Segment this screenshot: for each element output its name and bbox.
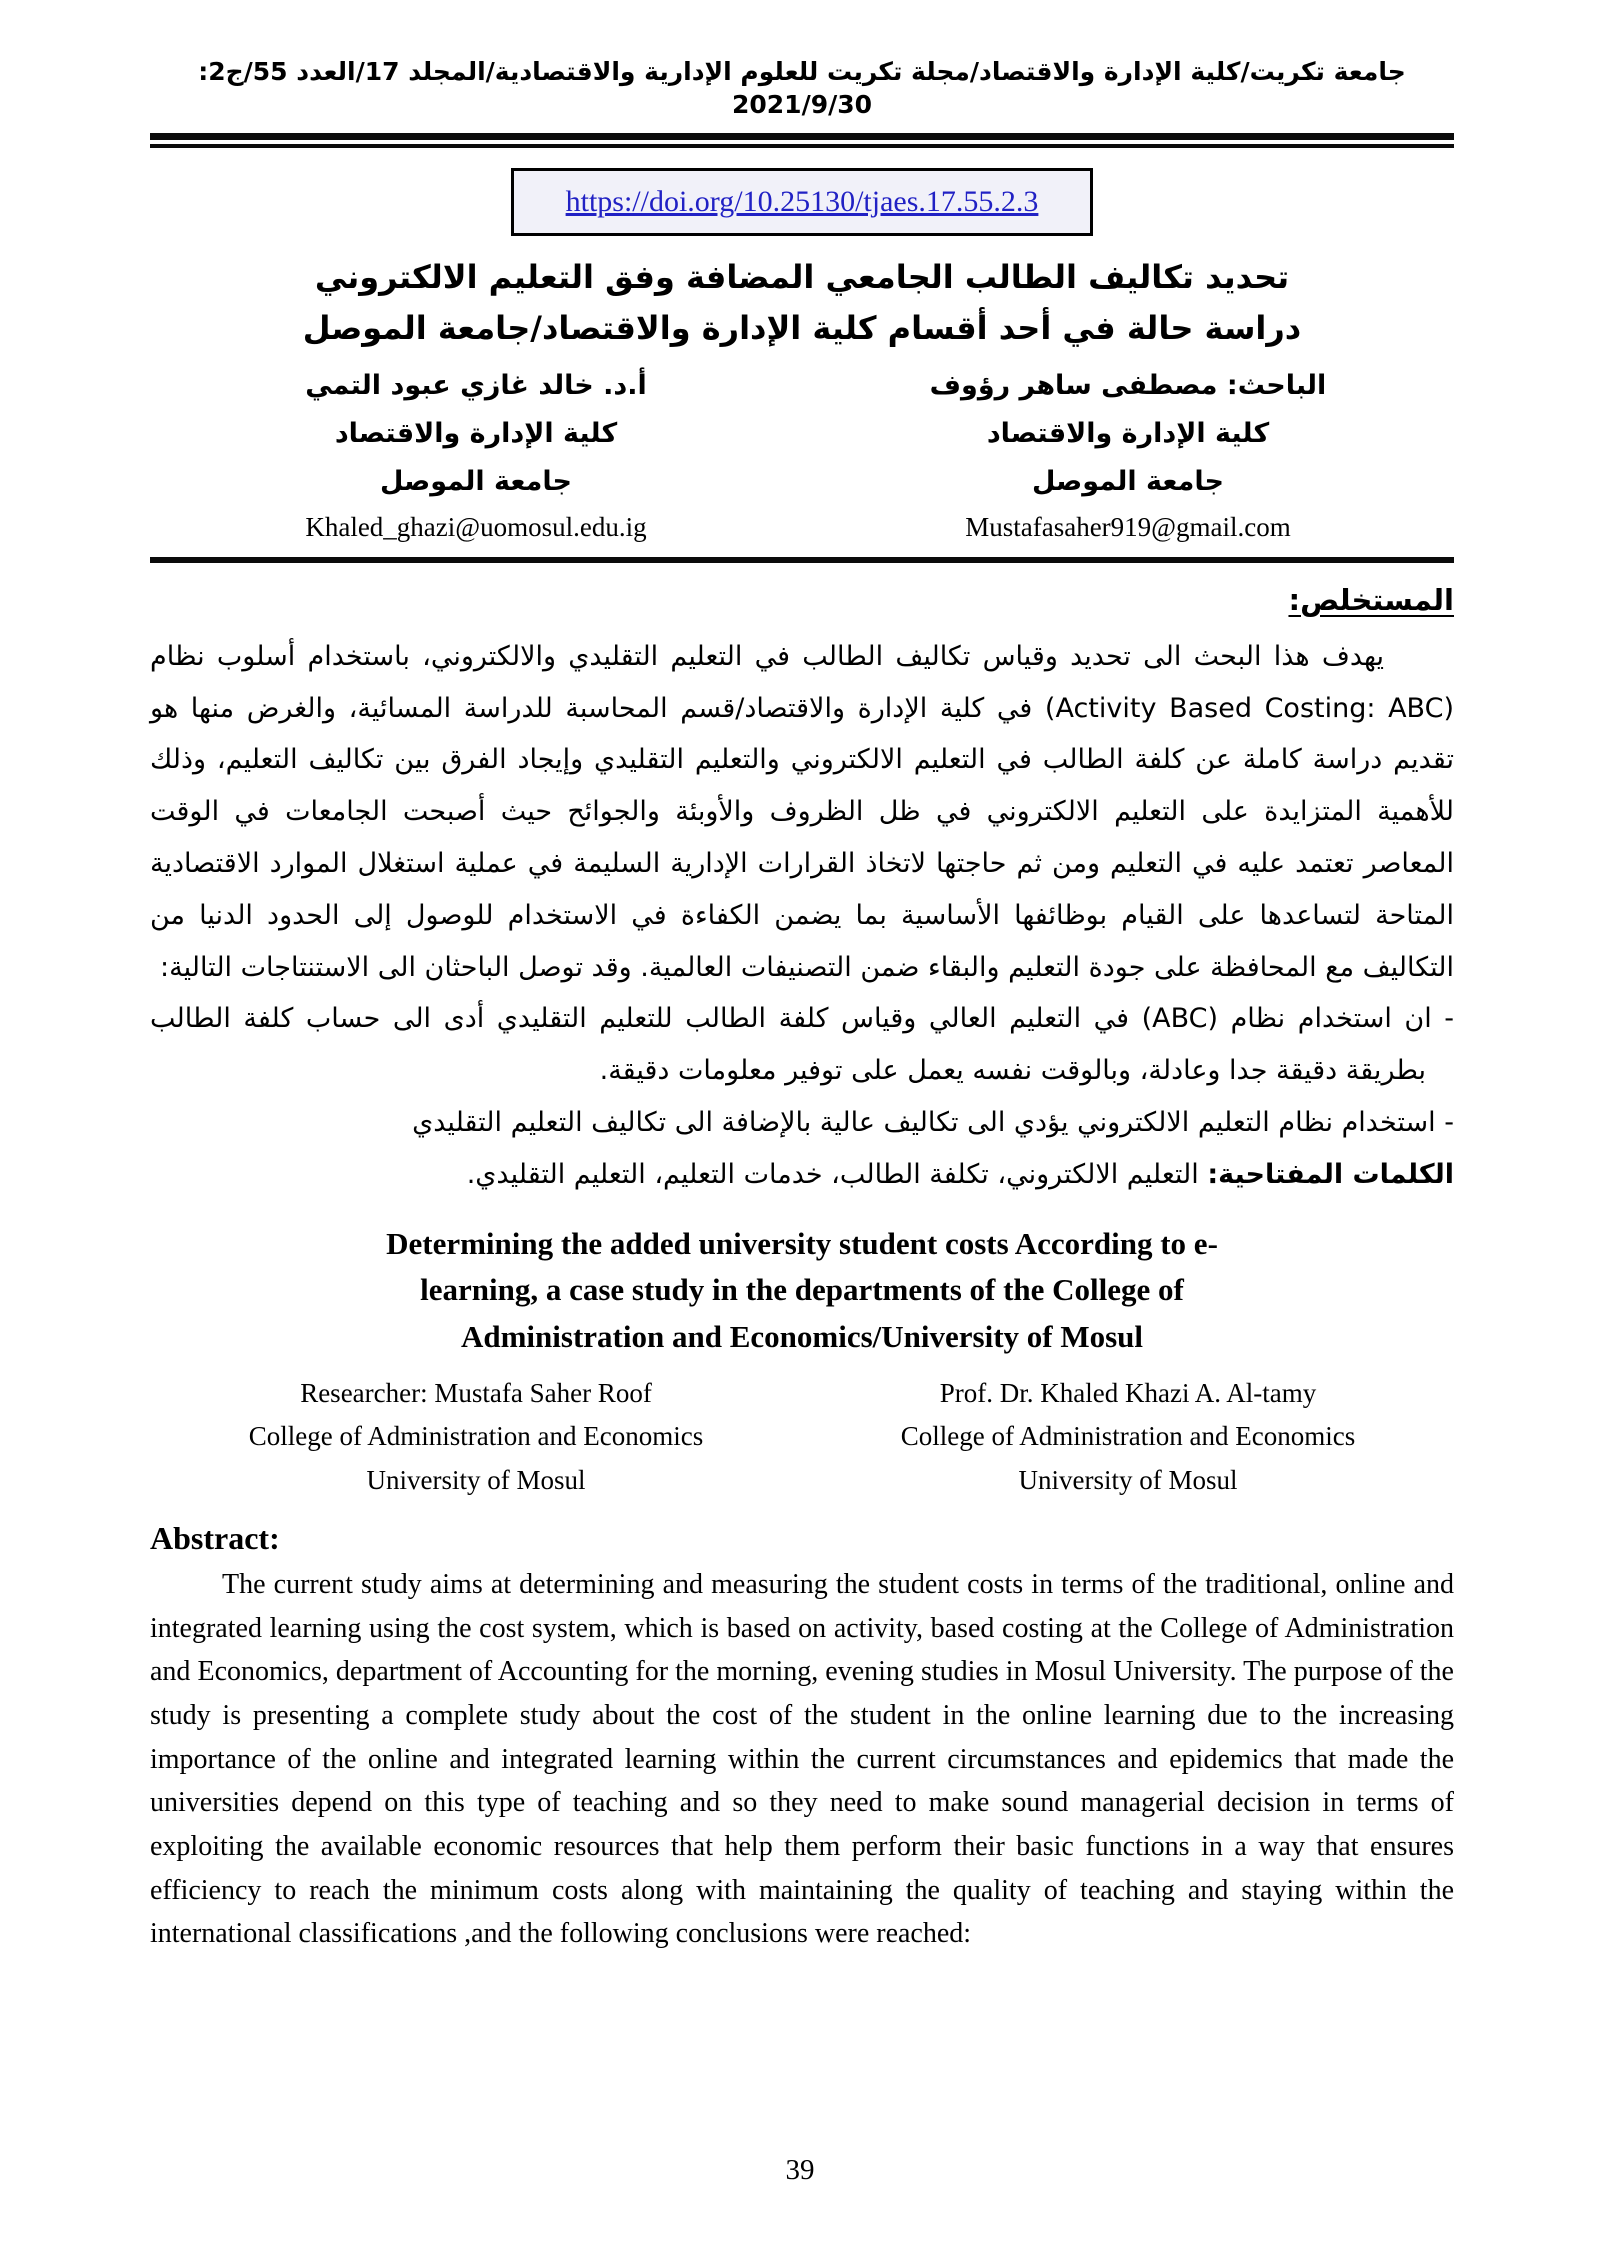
english-abstract-heading: Abstract:	[150, 1519, 280, 1556]
author-university: جامعة الموصل	[1032, 466, 1224, 498]
english-title	[150, 1221, 1454, 1361]
author-university: University of Mosul	[1018, 1464, 1238, 1495]
arabic-abstract-heading-text: المستخلص:	[1288, 583, 1454, 618]
author-email: Khaled_ghazi@uomosul.edu.ig	[305, 511, 647, 542]
header-double-rule	[150, 133, 1454, 148]
author-researcher-arabic	[802, 362, 1454, 547]
journal-header-line: جامعة تكريت/كلية الإدارة والاقتصاد/مجلة تكريت للعلوم الإدارية والاقتصادية/المجلد 17/العدد 55/ج2: 2021/9/30	[198, 57, 1406, 119]
arabic-keywords-line	[150, 1149, 1454, 1201]
arabic-conclusion-bullet-2: - استخدام نظام التعليم الالكتروني يؤدي الى تكاليف عالية بالإضافة الى تكاليف التعليم التقليدي	[412, 1107, 1454, 1139]
author-college: College of Administration and Economics	[248, 1421, 704, 1452]
author-professor-english	[802, 1372, 1454, 1502]
english-authors-block	[150, 1372, 1454, 1502]
english-title-line-2: learning, a case study in the departments of the College of	[420, 1272, 1184, 1308]
keywords-text: التعليم الالكتروني، تكلفة الطالب، خدمات التعليم، التعليم التقليدي.	[466, 1158, 1208, 1190]
arabic-title-line-2: دراسة حالة في أحد أقسام كلية الإدارة والاقتصاد/جامعة الموصل	[302, 309, 1302, 348]
english-title-line-1: Determining the added university student costs According to e-	[386, 1225, 1218, 1261]
arabic-abstract-paragraph: يهدف هذا البحث الى تحديد وقياس تكاليف الطالب في التعليم التقليدي والالكتروني، باستخدام أسلوب نظام (Activity Based Costing: ABC) في كلية الإدارة والاقتصاد/قسم المحاسبة للدراسة المسائية، والغرض منها هو تقديم دراسة كاملة عن كلفة الطالب في التعليم الالكتروني والتعليم التقليدي وإيجاد الفرق بين تكاليف التعليم، وذلك للأهمية المتزايدة على التعليم الالكتروني في ظل الظروف والأوبئة والجوائح حيث أصبحت الجامعات في الوقت المعاصر تعتمد عليه في التعليم ومن ثم حاجتها لاتخاذ القرارات الإدارية السليمة في عملية استغلال الموارد الاقتصادية المتاحة لتساعدها على القيام بوظائفها الأساسية بما يضمن الكفاءة في الاستخدام للوصول إلى الحدود الدنيا من التكاليف مع المحافظة على جودة التعليم والبقاء ضمن التصنيفات العالمية. وقد توصل الباحثان الى الاستنتاجات التالية:	[150, 640, 1454, 983]
author-college: كلية الإدارة والاقتصاد	[334, 418, 618, 450]
author-name: Prof. Dr. Khaled Khazi A. Al-tamy	[939, 1378, 1317, 1409]
author-name: أ.د. خالد غازي عبود التمي	[305, 370, 647, 402]
author-professor-arabic	[150, 362, 802, 547]
author-university: جامعة الموصل	[380, 466, 572, 498]
arabic-title-line-1: تحديد تكاليف الطالب الجامعي المضافة وفق التعليم الالكتروني	[314, 258, 1290, 296]
author-university: University of Mosul	[366, 1464, 586, 1495]
arabic-abstract-section	[150, 573, 1454, 1201]
author-email: Mustafasaher919@gmail.com	[965, 511, 1291, 542]
author-college: College of Administration and Economics	[900, 1421, 1356, 1452]
arabic-title	[150, 252, 1454, 354]
doi-box	[511, 168, 1094, 236]
arabic-conclusion-bullet-1: - ان استخدام نظام (ABC) في التعليم العالي وقياس كلفة الطالب للتعليم التقليدي أدى الى حساب كلفة الطالب بطريقة دقيقة جدا وعادلة، وبالوقت نفسه يعمل على توفير معلومات دقيقة.	[150, 1003, 1454, 1087]
doi-link[interactable]: https://doi.org/10.25130/tjaes.17.55.2.3	[565, 185, 1039, 218]
author-name: الباحث: مصطفى ساهر رؤوف	[929, 370, 1327, 402]
page-number: 39	[785, 2154, 815, 2186]
english-title-line-3: Administration and Economics/University of Mosul	[460, 1318, 1144, 1354]
english-abstract-paragraph: The current study aims at determining and measuring the student costs in terms of the traditional, online and integrated learning using the cost system, which is based on activity, based costing at the College of Administration and Economics, department of Accounting for the morning, evening studies in Mosul University. The purpose of the study is presenting a complete study about the cost of the student in the online learning due to the increasing importance of the online and integrated learning within the current circumstances and epidemics that made the universities depend on this type of teaching and so they need to make sound managerial decision in terms of exploiting the available economic resources that help them perform their basic functions in a way that ensures efficiency to reach the minimum costs along with maintaining the quality of teaching and staying within the international classifications ,and the following conclusions were reached:	[150, 1568, 1454, 1950]
keywords-label: الكلمات المفتاحية:	[1207, 1158, 1454, 1190]
arabic-abstract-heading	[150, 573, 1454, 629]
arabic-authors-block	[150, 362, 1454, 547]
author-name: Researcher: Mustafa Saher Roof	[300, 1378, 652, 1409]
separator-rule	[150, 557, 1454, 563]
author-researcher-english	[150, 1372, 802, 1502]
author-college: كلية الإدارة والاقتصاد	[986, 418, 1270, 450]
